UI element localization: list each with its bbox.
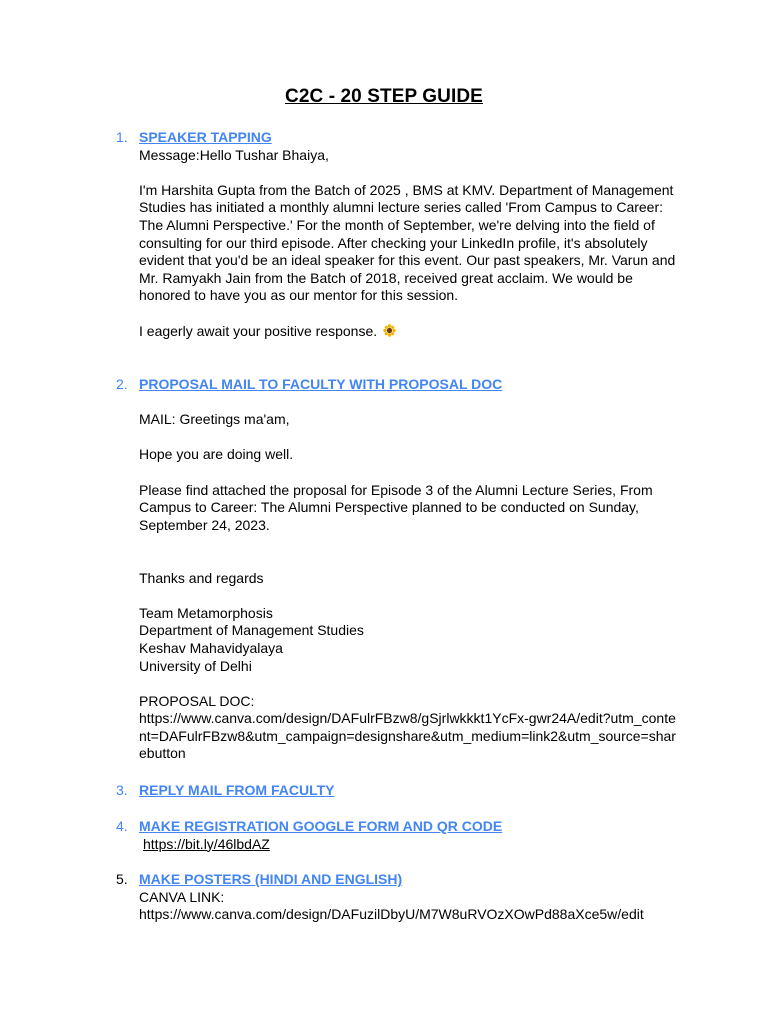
- step-number: 5.: [116, 871, 128, 887]
- mail-line-hope: Hope you are doing well.: [139, 446, 294, 463]
- step-number: 4.: [116, 818, 128, 834]
- mail-paragraph: Please find attached the proposal for Episode 3 of the Alumni Lecture Series, From Campus to Career: The Alumni Perspective planned to be conducted on Sunday, September 24, 2023.: [139, 481, 657, 533]
- step-number: 1.: [116, 129, 128, 145]
- proposal-doc-link[interactable]: https://www.canva.com/design/DAFulrFBzw8/gSjrlwkkkt1YcFx-gwr24A/edit?utm_content=DAFulrFBzw8&utm_campaign=designshare&utm_medium=link2&utm_source=sharebutton: [139, 710, 676, 762]
- sunflower-icon: [383, 324, 396, 337]
- message-intro: Message:Hello Tushar Bhaiya,: [139, 146, 329, 163]
- step-heading-link[interactable]: MAKE POSTERS (HINDI AND ENGLISH): [139, 871, 403, 887]
- step-content: [139, 818, 679, 853]
- canva-link[interactable]: https://www.canva.com/design/DAFuzilDbyU/M7W8uRVOzXOwPd88aXce5w/edit: [139, 906, 644, 923]
- signature-line: University of Delhi: [139, 657, 252, 674]
- proposal-doc-label: PROPOSAL DOC:: [139, 692, 255, 709]
- step-heading-link[interactable]: SPEAKER TAPPING: [139, 129, 272, 145]
- message-closing: I eagerly await your positive response.: [139, 322, 378, 339]
- step-heading-link[interactable]: MAKE REGISTRATION GOOGLE FORM AND QR CODE: [139, 818, 503, 834]
- step-content: [139, 782, 679, 800]
- registration-form-link[interactable]: https://bit.ly/46lbdAZ: [143, 835, 270, 852]
- step-content: [139, 129, 679, 340]
- signature-line: Team Metamorphosis: [139, 604, 273, 621]
- step-number: 3.: [116, 782, 128, 798]
- message-closing-line: [139, 323, 679, 341]
- canva-label: CANVA LINK:: [139, 888, 225, 905]
- step-content: [139, 376, 679, 763]
- step-number: 2.: [116, 376, 128, 392]
- step-content: [139, 871, 679, 924]
- signature-line: Keshav Mahavidyalaya: [139, 639, 283, 656]
- step-heading-link[interactable]: PROPOSAL MAIL TO FACULTY WITH PROPOSAL DOC: [139, 376, 503, 392]
- mail-thanks: Thanks and regards: [139, 569, 264, 586]
- step-heading-link[interactable]: REPLY MAIL FROM FACULTY: [139, 782, 335, 798]
- mail-greeting: MAIL: Greetings ma'am,: [139, 411, 290, 428]
- signature-line: Department of Management Studies: [139, 622, 364, 639]
- document-title: C2C - 20 STEP GUIDE: [285, 86, 483, 107]
- registration-link-line: [139, 836, 679, 854]
- message-paragraph: I'm Harshita Gupta from the Batch of 2025 , BMS at KMV. Department of Management Studies has initiated a monthly alumni lecture series called 'From Campus to Career: The Alumni Perspective.' For the month of September, we're delving into the field of consulting for our third episode. After checking your LinkedIn profile, it's absolutely evident that you'd be an ideal speaker for this event. Our past speakers, Mr. Varun and Mr. Ramyakh Jain from the Batch of 2018, received great acclaim. We would be honored to have you as our mentor for this session.: [139, 181, 680, 304]
